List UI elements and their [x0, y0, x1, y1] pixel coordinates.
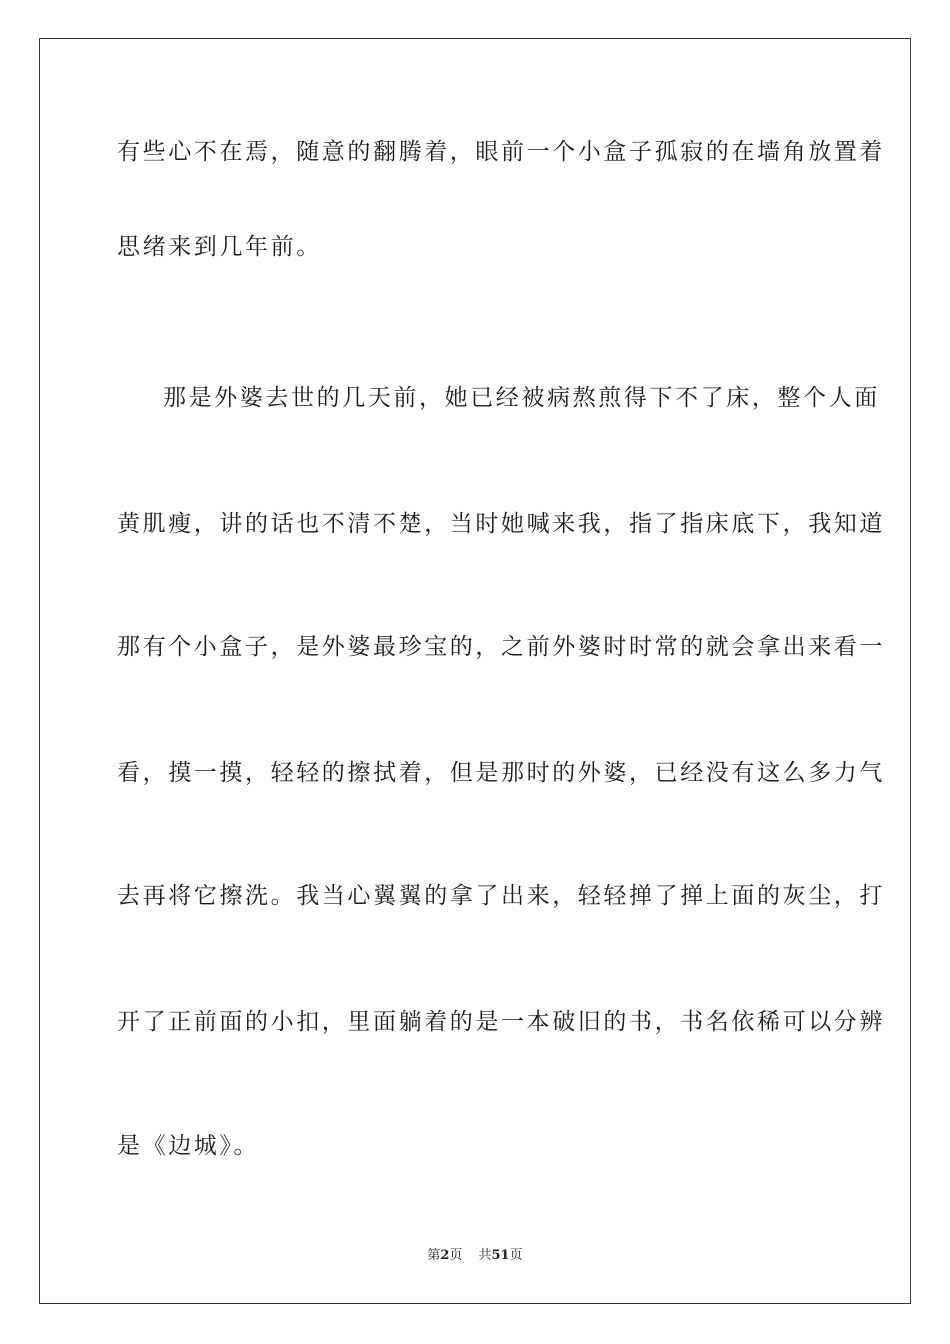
total-suffix: 页	[509, 1248, 523, 1263]
body-text-line-7: 去再将它擦洗。我当心翼翼的拿了出来，轻轻掸了掸上面的灰尘，打	[117, 883, 885, 909]
page-footer	[0, 1247, 950, 1265]
body-text-line-4: 黄肌瘦，讲的话也不清不楚，当时她喊来我，指了指床底下，我知道	[117, 511, 885, 537]
body-text-line-9: 是《边城》。	[117, 1133, 260, 1159]
page-prefix: 第	[427, 1248, 441, 1263]
body-text-line-8: 开了正前面的小扣，里面躺着的是一本破旧的书，书名依稀可以分辨	[117, 1009, 885, 1035]
total-prefix: 共	[478, 1248, 492, 1263]
body-text-line-3: 那是外婆去世的几天前，她已经被病熬煎得下不了床，整个人面	[163, 385, 880, 411]
body-text-line-6: 看，摸一摸，轻轻的擦拭着，但是那时的外婆，已经没有这么多力气	[117, 760, 885, 786]
body-text-line-2: 思绪来到几年前。	[117, 234, 322, 260]
body-text-line-1: 有些心不在焉，随意的翻腾着，眼前一个小盒子孤寂的在墙角放置着	[117, 139, 885, 165]
total-pages: 51	[491, 1248, 510, 1263]
page-suffix: 页	[449, 1248, 463, 1263]
body-text-line-5: 那有个小盒子，是外婆最珍宝的，之前外婆时时常的就会拿出来看一	[117, 634, 885, 660]
page-border	[39, 38, 911, 1304]
page-number: 2	[440, 1248, 450, 1263]
